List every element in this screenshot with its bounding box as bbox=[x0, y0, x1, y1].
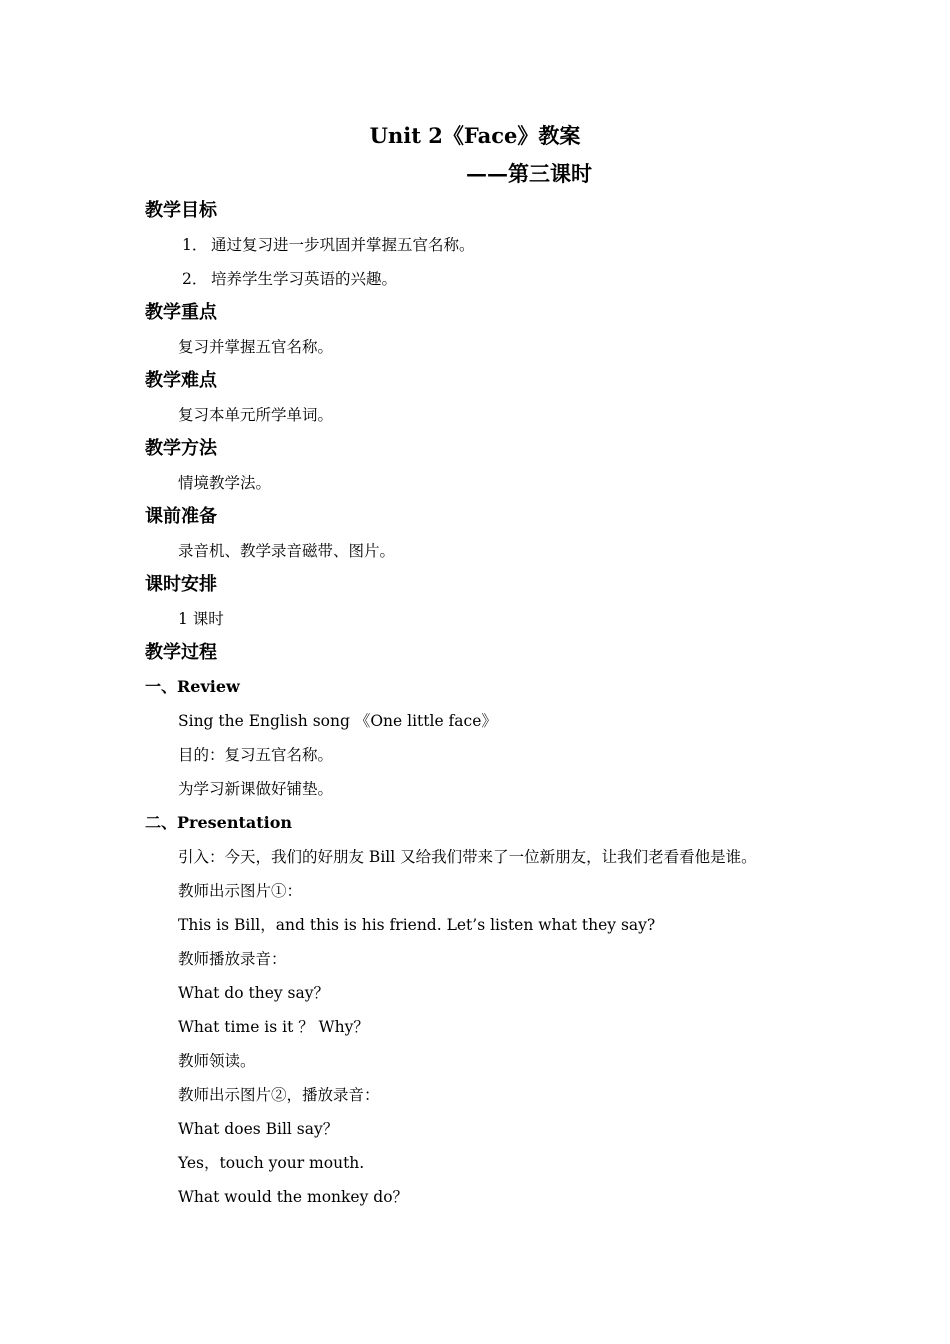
presentation-line: 引入：今天，我们的好朋友 Bill 又给我们带来了一位新朋友，让我们老看看他是谁。 bbox=[178, 848, 757, 866]
goal-item-text: 培养学生学习英语的兴趣。 bbox=[211, 270, 398, 288]
presentation-line: What do they say？ bbox=[178, 984, 330, 1002]
goal-item-text: 通过复习进一步巩固并掌握五官名称。 bbox=[211, 236, 475, 254]
methods-text: 情境教学法。 bbox=[178, 474, 272, 492]
section-heading-goals: 教学目标 bbox=[145, 200, 217, 221]
presentation-line: Yes，touch your mouth. bbox=[178, 1154, 365, 1172]
doc-subtitle: ——第三课时 bbox=[466, 161, 592, 186]
doc-title: Unit 2《Face》教案 bbox=[369, 123, 581, 148]
goal-item bbox=[145, 264, 825, 298]
section-heading-difficulties: 教学难点 bbox=[145, 370, 217, 391]
section-heading-key-points: 教学重点 bbox=[145, 302, 217, 323]
review-line: 为学习新课做好铺垫。 bbox=[178, 780, 334, 798]
review-line: Sing the English song 《One little face》 bbox=[178, 712, 497, 730]
section-heading-preparation: 课前准备 bbox=[145, 506, 217, 527]
presentation-line: 教师领读。 bbox=[178, 1052, 256, 1070]
schedule-text: 1 课时 bbox=[178, 610, 224, 628]
doc-body bbox=[145, 196, 825, 1216]
preparation-text: 录音机、教学录音磁带、图片。 bbox=[178, 542, 396, 560]
presentation-line: 教师播放录音： bbox=[178, 950, 287, 968]
section-heading-schedule: 课时安排 bbox=[145, 574, 217, 595]
presentation-line: What time is it ？ Why？ bbox=[178, 1018, 369, 1036]
presentation-line: This is Bill，and this is his friend. Let’s listen what they say? bbox=[178, 916, 656, 934]
key-points-text: 复习并掌握五官名称。 bbox=[178, 338, 334, 356]
section-heading-process: 教学过程 bbox=[145, 642, 217, 663]
review-line: 目的：复习五官名称。 bbox=[178, 746, 334, 764]
goal-item-number: 2． bbox=[182, 270, 208, 288]
section-heading-methods: 教学方法 bbox=[145, 438, 217, 459]
presentation-line: 教师出示图片②，播放录音： bbox=[178, 1086, 380, 1104]
subsection-heading-presentation: 二、Presentation bbox=[145, 813, 292, 832]
difficulties-text: 复习本单元所学单词。 bbox=[178, 406, 334, 424]
goal-item bbox=[145, 230, 825, 264]
presentation-line: What would the monkey do？ bbox=[178, 1188, 409, 1206]
goal-item-number: 1． bbox=[182, 236, 208, 254]
subsection-heading-review: 一、Review bbox=[145, 677, 240, 696]
presentation-line: What does Bill say？ bbox=[178, 1120, 339, 1138]
presentation-line: 教师出示图片①： bbox=[178, 882, 303, 900]
